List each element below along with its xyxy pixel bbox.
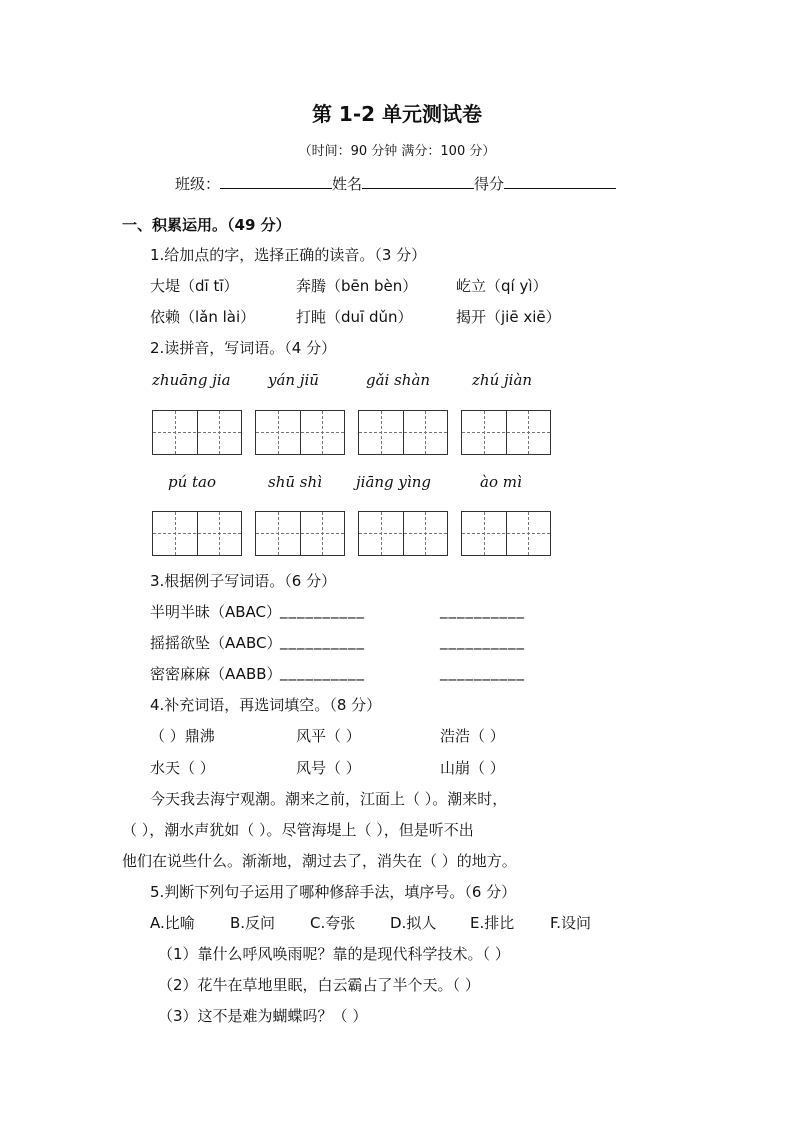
score-blank[interactable] [504, 172, 616, 189]
q1-item: 奔腾（bēn bèn） [296, 277, 418, 295]
pinyin-word: shū shì [268, 473, 322, 491]
q2-prompt: 2.读拼音，写词语。（4 分） [150, 339, 337, 357]
score-label: 得分 [474, 175, 505, 193]
q5-option: B.反问 [230, 914, 276, 932]
q5-sentence: （2）花牛在草地里眠，白云霸占了半个天。（ ） [158, 976, 480, 994]
page-title: 第 1-2 单元测试卷 [311, 102, 483, 126]
q1-item: 屹立（qí yì） [456, 277, 548, 295]
pinyin-word: ào mì [480, 473, 522, 491]
q1-item: 依赖（lǎn lài） [150, 308, 256, 326]
answer-blank[interactable]: __________ [440, 632, 525, 650]
name-blank[interactable] [362, 172, 474, 189]
answer-blank[interactable]: __________ [280, 632, 365, 650]
q5-option: F.设问 [550, 914, 591, 932]
q1-item: 揭开（jiē xiē） [456, 308, 561, 326]
q4-passage-line: 今天我去海宁观潮。潮来之前，江面上（ ）。潮来时， [150, 790, 508, 808]
q1-item: 大堤（dī tī） [150, 277, 239, 295]
pinyin-word: jiāng yìng [356, 473, 431, 491]
class-label: 班级： [175, 175, 221, 193]
q1-item: 打盹（duī dǔn） [296, 308, 413, 326]
q3-item: 半明半昧（ABAC） [150, 603, 282, 621]
answer-blank[interactable]: __________ [280, 601, 365, 619]
q4-item: 风号（ ） [296, 759, 361, 777]
q4-passage-line: 他们在说些什么。渐渐地，潮过去了，消失在（ ）的地方。 [122, 852, 517, 870]
q5-option: A.比喻 [150, 914, 195, 932]
exam-subtitle: （时间：90 分钟 满分：100 分） [298, 144, 496, 159]
writing-grid[interactable] [461, 511, 551, 556]
answer-blank[interactable]: __________ [280, 663, 365, 681]
info-line [175, 172, 616, 194]
q5-option: C.夸张 [310, 914, 356, 932]
writing-grid[interactable] [255, 511, 345, 556]
q5-option: E.排比 [470, 914, 515, 932]
q4-item: 浩浩（ ） [440, 727, 505, 745]
answer-blank[interactable]: __________ [440, 663, 525, 681]
q5-sentence: （1）靠什么呼风唤雨呢？靠的是现代科学技术。（ ） [158, 945, 510, 963]
q3-prompt: 3.根据例子写词语。（6 分） [150, 572, 337, 590]
q5-option: D.拟人 [390, 914, 437, 932]
q4-prompt: 4.补充词语，再选词填空。（8 分） [150, 696, 382, 714]
pinyin-word: zhuāng jia [152, 371, 231, 389]
writing-grid[interactable] [152, 511, 242, 556]
q5-sentence: （3）这不是难为蝴蝶吗？（ ） [158, 1007, 368, 1025]
pinyin-word: zhú jiàn [472, 371, 533, 389]
q1-prompt: 1.给加点的字，选择正确的读音。（3 分） [150, 246, 427, 264]
q5-prompt: 5.判断下列句子运用了哪种修辞手法，填序号。（6 分） [150, 883, 517, 901]
q4-item: （ ）鼎沸 [150, 727, 215, 745]
writing-grid[interactable] [152, 410, 242, 455]
writing-grid[interactable] [358, 511, 448, 556]
section-heading: 一、积累运用。（49 分） [122, 216, 291, 234]
pinyin-word: pú tao [168, 473, 217, 491]
pinyin-word: gǎi shàn [366, 371, 431, 389]
q3-item: 摇摇欲坠（AABC） [150, 634, 282, 652]
q4-item: 山崩（ ） [440, 759, 505, 777]
pinyin-word: yán jiū [268, 371, 319, 389]
writing-grid[interactable] [358, 410, 448, 455]
q3-item: 密密麻麻（AABB） [150, 665, 282, 683]
q4-item: 水天（ ） [150, 759, 215, 777]
q4-passage-line: （ ），潮水声犹如（ ）。尽管海堤上（ ），但是听不出 [122, 821, 474, 839]
class-blank[interactable] [220, 172, 332, 189]
answer-blank[interactable]: __________ [440, 601, 525, 619]
q4-item: 风平（ ） [296, 727, 361, 745]
name-label: 姓名 [332, 175, 363, 193]
writing-grid[interactable] [255, 410, 345, 455]
writing-grid[interactable] [461, 410, 551, 455]
